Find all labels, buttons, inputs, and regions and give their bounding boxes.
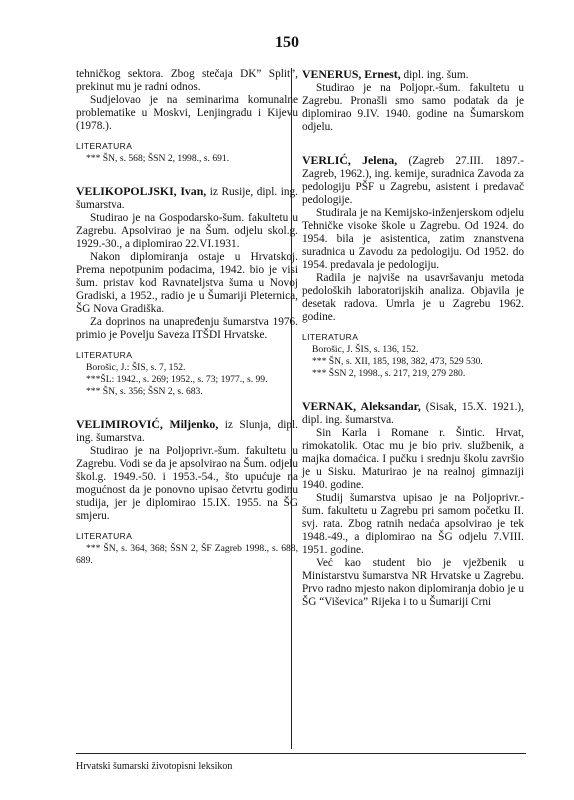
literature-item: *** ŠN, s. 356; ŠSN 2, s. 683. [86, 386, 203, 397]
literature-item: ***ŠL: 1942., s. 269; 1952., s. 73; 1977., s. 99. [86, 374, 268, 385]
entry-paragraph: Radila je najviše na usavršavanju metoda pedoloških laboratorijskih analiza. Objavila je desetak radova. Umrla je u Zagrebu 1962. godine. [302, 272, 524, 323]
literature-item: Borošic, J. ŠIS, s. 136, 152. [312, 344, 419, 355]
entry-name: VERLIĆ, Jelena, [302, 153, 398, 167]
literature-item: *** ŠN, s. XII, 185, 198, 382, 473, 529 530. [312, 356, 483, 367]
literature-label: LITERATURA [302, 332, 359, 342]
entry-heading-rest: iz Rusije, dipl. ing. šumarstva. [76, 186, 298, 211]
literature-label: LITERATURA [76, 531, 133, 541]
entry-paragraph: tehničkog sektora. Zbog stečaja DK” Split”, prekinut mu je radni odnos. [76, 68, 298, 93]
left-column [76, 68, 298, 577]
page-number: 150 [275, 34, 299, 51]
entry-heading [76, 185, 298, 212]
entry-paragraph: Sin Karla i Romane r. Šintic. Hrvat, rimokatolik. Otac mu je bio priv. službenik, a majka domaćica. I pučku i srednju školu završio je u Sisku. Maturirao je na realnoj gimnaziji 1940. godine. [302, 427, 524, 491]
entry-paragraph: Nakon diplomiranja ostaje u Hrvatskoj. Prema nepotpunim podacima, 1942. bio je visi šum. pristav kod Ravnateljstva šuma u Novoj Gradiski, a 1952., radio je u Šumariji Pleternica, ŠG Nova Gradiška. [76, 251, 298, 315]
literature-label: LITERATURA [76, 350, 133, 360]
entry-heading-rest: (Zagreb 27.III. 1897.- Zagreb, 1962.), ing. kemije, suradnica Zavoda za pedologiju PŠF u Zagrebu, asistent i predavač pedologije. [302, 155, 525, 206]
entry-paragraph: Studirao je na Gospodarsko-šum. fakultetu u Zagrebu. Apsolvirao je na Šum. odjelu skol.g. 1929.-30., a diplomirao 22.VI.1931. [76, 212, 298, 250]
entry-heading-rest: iz Slunja, dipl. ing. šumarstva. [76, 419, 298, 444]
entry-heading [302, 68, 524, 82]
entry-paragraph: Studirao je na Poljoprivr.-šum. fakultetu u Zagrebu. Vodi se da je apsolvirao na Šum. odjelu škol.g. 1949.-50. i 1953.-54., što upućuje na mogućnost da je ponovno upisao četvrtu godinu studija, jer je diplomirao 15.IX. 1955. na ŠG smjeru. [76, 445, 298, 522]
literature-item: *** ŠN, s. 364, 368; ŠSN 2, ŠF Zagreb 1998., s. 688, 689. [76, 543, 298, 566]
entry-verlic [302, 154, 524, 380]
literature-label: LITERATURA [76, 141, 133, 151]
entry-paragraph: Studirao je na Poljopr.-šum. fakultetu u Zagrebu. Pronašli smo samo podatak da je diplomirao 9.IV. 1940. godine na Šumarskom odjelu. [302, 82, 524, 133]
literature-item: Borošic, J.: ŠIS, s. 7, 152. [86, 362, 186, 373]
entry-name: VELIKOPOLJSKI, Ivan, [76, 184, 207, 198]
entry-heading-rest: (Sisak, 15.X. 1921.), dipl. ing. šumarstva. [302, 401, 525, 426]
entry-velimirovic [76, 418, 298, 567]
entry-name: VELIMIROVIĆ, Miljenko, [76, 417, 219, 431]
right-column [302, 68, 524, 619]
entry-vernak [302, 400, 524, 609]
entry-heading [302, 400, 524, 427]
entry-name: VERNAK, Aleksandar, [302, 399, 421, 413]
literature-item: *** ŠSN 2, 1998., s. 217, 219, 279 280. [312, 368, 466, 379]
footer-rule [76, 753, 526, 754]
entry-velikopoljski [76, 185, 298, 398]
running-footer: Hrvatski šumarski životopisni leksikon [76, 761, 233, 772]
entry-name: VENERUS, Ernest, [302, 67, 401, 81]
entry-heading-rest: dipl. ing. šum. [400, 69, 469, 81]
entry-paragraph: Već kao student bio je vježbenik u Ministarstvu šumarstva NR Hrvatske u Zagrebu. Prvo radno mjesto nakon diplomiranja dobio je u ŠG “Viševica” Rijeka i to u Šumariji Crni [302, 557, 524, 608]
literature-item: *** ŠN, s. 568; ŠSN 2, 1998., s. 691. [86, 153, 230, 164]
entry-paragraph: Studirala je na Kemijsko-inženjerskom odjelu Tehničke visoke škole u Zagrebu. Od 1924. do 1954. bila je asistentica, zatim znanstvena suradnica u Zavodu za pedologiju. Od 1952. do 1954. predavala je pedologiju. [302, 207, 524, 271]
entry-paragraph: Studij šumarstva upisao je na Poljoprivr.-šum. fakultetu u Zagrebu pri samom početku II. svj. rata. Zbog ratnih nedaća apsolvirao je tek 1948.-49., a diplomirao na ŠG odjelu 7.VIII. 1951. godine. [302, 492, 524, 556]
entry-paragraph: Za doprinos na unapređenju šumarstva 1976. primio je Povelju Saveza ITŠDI Hrvatske. [76, 316, 298, 341]
entry-heading [76, 418, 298, 445]
entry-paragraph: Sudjelovao je na seminarima komunalne problematike u Moskvi, Lenjingradu i Kijevu (1978.). [76, 94, 298, 132]
entry-heading [302, 154, 524, 207]
entry-continued [76, 68, 298, 165]
entry-venerus [302, 68, 524, 134]
